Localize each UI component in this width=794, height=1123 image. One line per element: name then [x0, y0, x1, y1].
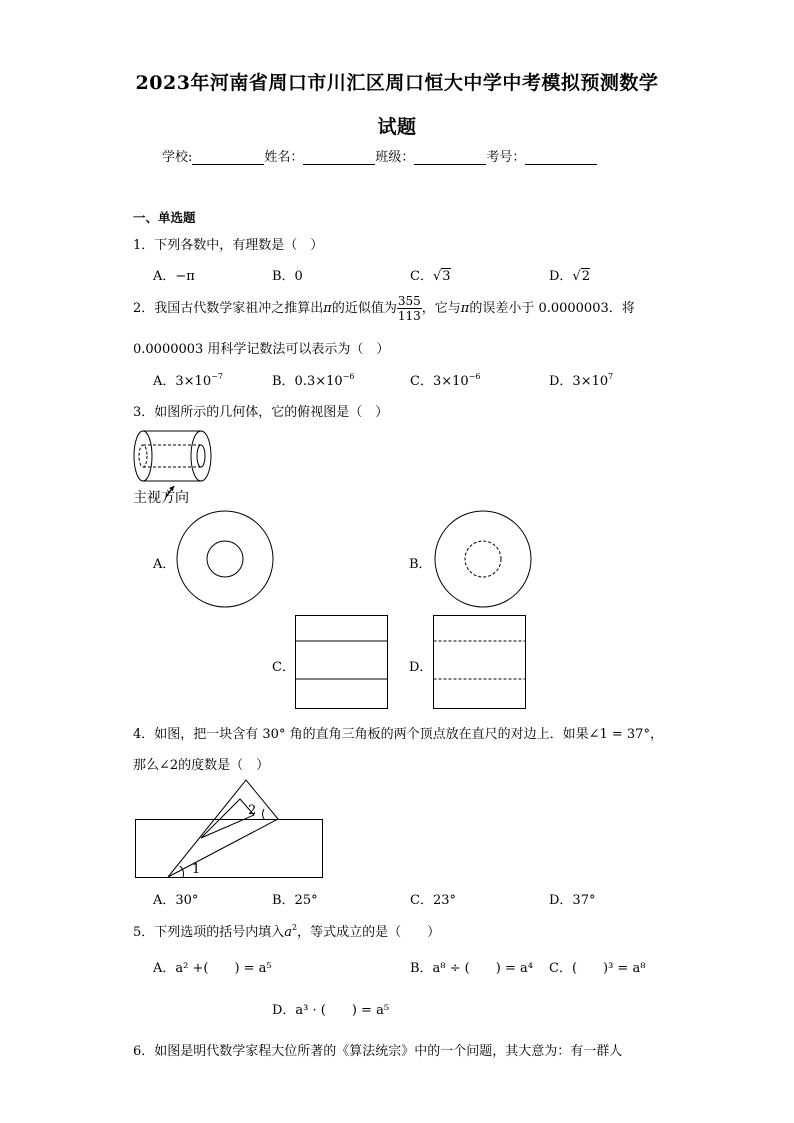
class-label: 班级：	[375, 150, 415, 165]
q5-option-b: B．a⁸ ÷ ( ) = a⁴	[410, 961, 533, 976]
school-label: 学校:	[162, 150, 193, 165]
page-title-line2: 试题	[377, 116, 417, 138]
student-info-row	[162, 146, 597, 165]
q3-option-b: B．	[409, 557, 432, 572]
q5-option-d: D．a³ · ( ) = a⁵	[272, 1003, 390, 1018]
number-label: 考号：	[486, 150, 526, 165]
class-blank	[414, 150, 486, 165]
page-title: 2023年河南省周口市川汇区周口恒大中学中考模拟预测数学	[135, 72, 659, 94]
question-4-line2: 那么∠2的度数是（ ）	[133, 758, 270, 773]
name-label: 姓名：	[264, 150, 304, 165]
question-1: 1．下列各数中，有理数是（ ）	[133, 238, 324, 253]
question-2-line2: 0.0000003 用科学记数法可以表示为（ ）	[133, 342, 390, 357]
q4-option-a: A．30°	[153, 893, 199, 908]
q3-option-d: D．	[409, 660, 433, 675]
view-direction-label: 主视方向	[133, 490, 189, 506]
question-3: 3．如图所示的几何体，它的俯视图是（ ）	[133, 405, 389, 420]
question-2: 2．我国古代数学家祖冲之推算出π的近似值为 $\frac{355}{113}$ ，它与π的误差小于 0.0000003．将	[133, 294, 635, 323]
section-heading: 一、单选题	[133, 210, 196, 225]
hollow-cylinder-figure	[130, 425, 215, 495]
number-blank	[525, 150, 597, 165]
q1-option-c: C．√3	[410, 269, 451, 284]
fraction-355-113: $\frac{355}{113}$	[397, 294, 421, 323]
angle-1-label: 1	[192, 862, 201, 877]
q3-option-c: C．	[272, 660, 295, 675]
question-5: 5．下列选项的括号内填入$a^2$，等式成立的是（ ）	[133, 923, 441, 940]
question-6: 6．如图是明代数学家程大位所著的《算法统宗》中的一个问题，其大意为：有一群人	[133, 1044, 623, 1059]
q3-option-a: A．	[153, 557, 176, 572]
q5-option-a: A．a² +( ) = a⁵	[153, 961, 272, 976]
option-c-rectangle-figure	[295, 615, 389, 711]
q4-option-c: C．23°	[410, 893, 456, 908]
angle-2-label: 2	[248, 803, 257, 818]
q2-option-d: D．$3\times 10^7$	[549, 372, 614, 389]
q2-option-c: C．$3\times 10^{-6}$	[410, 372, 481, 389]
q2-option-b: B．$0.3\times 10^{-6}$	[272, 372, 355, 389]
option-a-annulus-figure	[175, 510, 275, 610]
ruler-triangle-figure	[133, 778, 325, 880]
name-blank	[303, 150, 375, 165]
q4-option-d: D．37°	[549, 893, 596, 908]
q5-option-c: C．( )³ = a⁸	[549, 961, 646, 976]
q4-option-b: B．25°	[272, 893, 318, 908]
q1-option-d: D．√2	[549, 269, 590, 284]
q2-option-a: A．$3\times 10^{-7}$	[153, 372, 223, 389]
option-d-dashed-rectangle-figure	[433, 615, 527, 711]
school-blank	[192, 150, 264, 165]
option-b-dashed-circle-figure	[433, 510, 533, 610]
q1-option-b: B．0	[272, 269, 303, 284]
question-4: 4．如图，把一块含有 30° 角的直角三角板的两个顶点放在直尺的对边上．如果∠1 = 37°，	[133, 727, 663, 742]
q1-option-a: A．−π	[153, 269, 195, 284]
